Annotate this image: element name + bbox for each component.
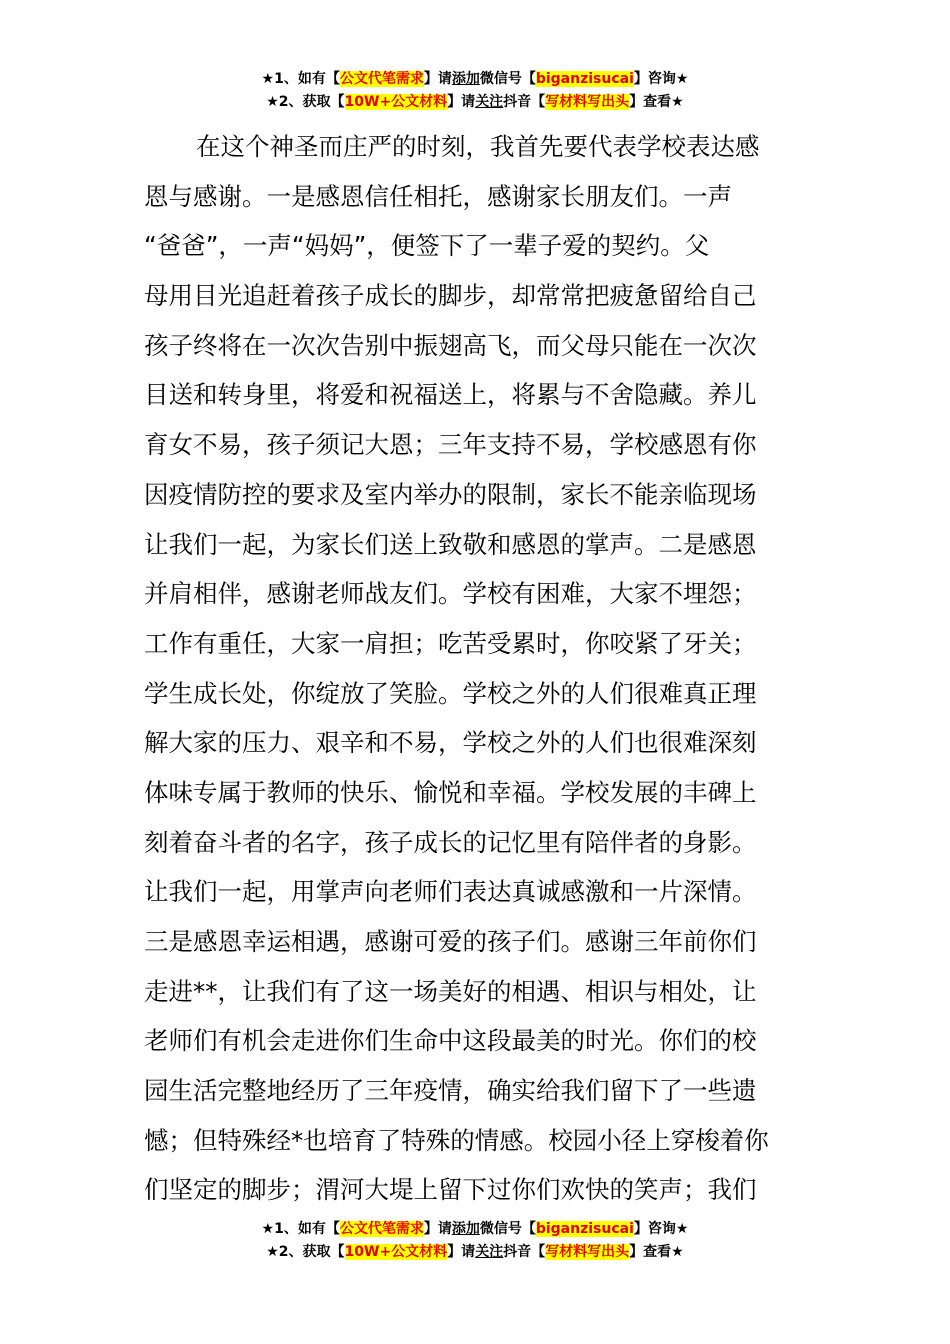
footer-text: ★1、如有【 — [261, 1221, 340, 1237]
footer-line-2 — [0, 1241, 950, 1264]
highlight-text: 写材料写出头 — [545, 1244, 630, 1260]
header-text: 】请 — [447, 94, 476, 110]
highlight-text: 公文代笔需求 — [339, 71, 424, 87]
body-line: 母用目光追赶着孩子成长的脚步，却常常把疲惫留给自己 — [144, 281, 757, 311]
header-line-2 — [0, 91, 950, 114]
body-line: 体味专属于教师的快乐、愉悦和幸福。学校发展的丰碑上 — [144, 777, 757, 807]
footer-line-1 — [0, 1218, 950, 1241]
body-paragraph — [144, 122, 808, 1215]
highlight-text: biganzisucai — [535, 71, 634, 87]
footer-text: 】请 — [423, 1221, 452, 1237]
footer-banner — [0, 1218, 950, 1264]
body-line: “爸爸”，一声“妈妈”，便签下了一辈子爱的契约。父 — [144, 231, 710, 261]
body-line: 让我们一起，为家长们送上致敬和感恩的掌声。二是感恩 — [144, 529, 757, 559]
underlined-text: 关注 — [475, 94, 504, 110]
underlined-text: 关注 — [475, 1244, 504, 1260]
body-line: 在这个神圣而庄严的时刻，我首先要代表学校表达感 — [196, 132, 760, 161]
highlight-text: biganzisucai — [535, 1221, 634, 1237]
header-banner — [0, 68, 950, 114]
footer-text: 抖音【 — [503, 1244, 546, 1260]
header-line-1 — [0, 68, 950, 91]
body-line: 恩与感谢。一是感恩信任相托，感谢家长朋友们。一声 — [144, 181, 732, 211]
body-line: 三是感恩幸运相遇，感谢可爱的孩子们。感谢三年前你们 — [144, 927, 757, 956]
body-line: 学生成长处，你绽放了笑脸。学校之外的人们很难真正理 — [144, 678, 757, 708]
underlined-text: 添加 — [451, 71, 480, 87]
header-text: 】请 — [423, 71, 452, 87]
header-text: 抖音【 — [503, 94, 546, 110]
body-line: 因疫情防控的要求及室内举办的限制，家长不能亲临现场 — [144, 479, 757, 509]
footer-text: 】查看★ — [629, 1244, 684, 1260]
highlight-text: 10W+公文材料 — [344, 94, 448, 110]
header-text: ★2、获取【 — [266, 94, 345, 110]
body-line: 解大家的压力、艰辛和不易，学校之外的人们也很难深刻 — [144, 728, 757, 758]
body-line: 孩子终将在一次次告别中振翅高飞，而父母只能在一次次 — [144, 330, 757, 360]
body-line: 并肩相伴，感谢老师战友们。学校有困难，大家不埋怨； — [144, 579, 757, 609]
body-line: 工作有重任，大家一肩担；吃苦受累时，你咬紧了牙关； — [144, 628, 757, 658]
body-line: 们坚定的脚步；渭河大堤上留下过你们欢快的笑声；我们 — [144, 1175, 757, 1205]
header-text: 】咨询★ — [633, 71, 689, 87]
footer-text: 微信号【 — [479, 1221, 536, 1237]
body-line: 让我们一起，用掌声向老师们表达真诚感激和一片深情。 — [144, 877, 757, 907]
body-line: 走进**，让我们有了这一场美好的相遇、相识与相处，让 — [144, 976, 757, 1006]
header-text: 】查看★ — [629, 94, 684, 110]
highlight-text: 公文代笔需求 — [339, 1221, 424, 1237]
body-line: 憾；但特殊经*也培育了特殊的情感。校园小径上穿梭着你 — [144, 1125, 769, 1155]
body-line: 园生活完整地经历了三年疫情，确实给我们留下了一些遗 — [144, 1076, 757, 1106]
body-line: 刻着奋斗者的名字，孩子成长的记忆里有陪伴者的身影。 — [144, 827, 757, 857]
footer-text: ★2、获取【 — [266, 1244, 345, 1260]
footer-text: 】咨询★ — [633, 1221, 689, 1237]
body-line: 老师们有机会走进你们生命中这段最美的时光。你们的校 — [144, 1026, 757, 1056]
body-line: 目送和转身里，将爱和祝福送上，将累与不舍隐藏。养儿 — [144, 380, 757, 410]
highlight-text: 10W+公文材料 — [344, 1244, 448, 1260]
underlined-text: 添加 — [451, 1221, 480, 1237]
footer-text: 】请 — [447, 1244, 476, 1260]
header-text: ★1、如有【 — [261, 71, 340, 87]
body-line: 育女不易，孩子须记大恩；三年支持不易，学校感恩有你 — [144, 430, 757, 460]
header-text: 微信号【 — [479, 71, 536, 87]
highlight-text: 写材料写出头 — [545, 94, 630, 110]
